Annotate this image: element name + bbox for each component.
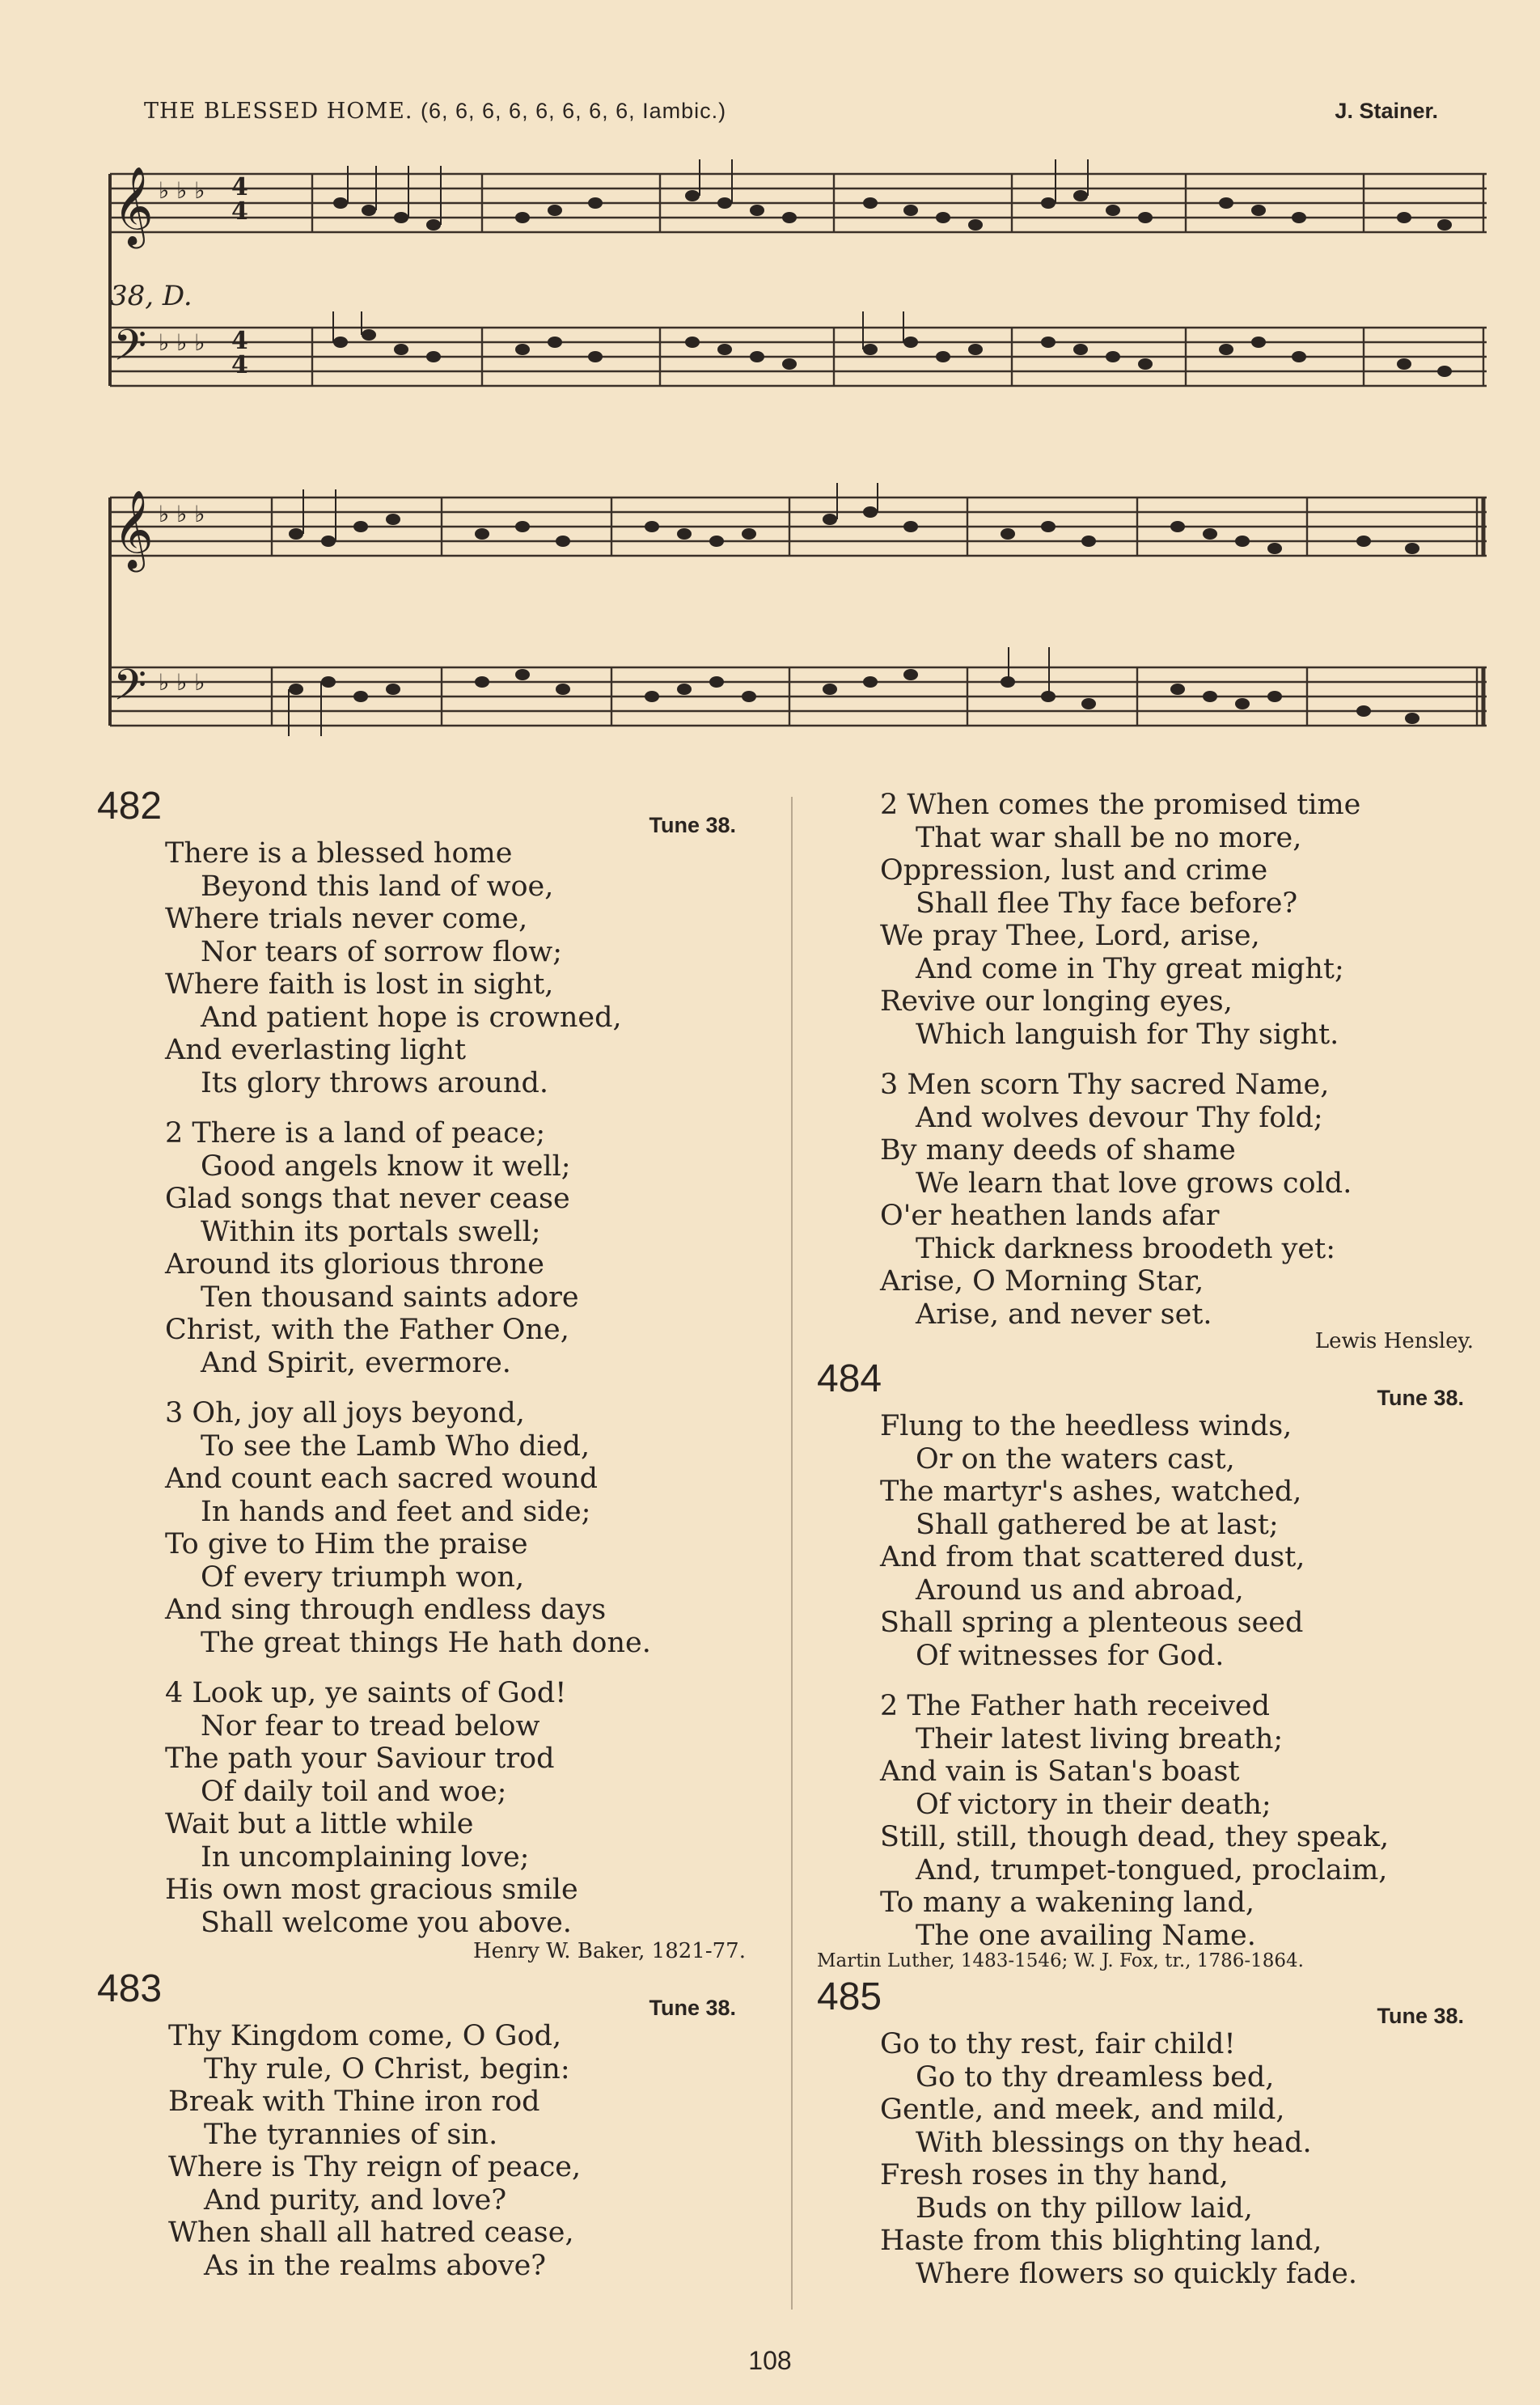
hymn-482 — [97, 785, 760, 1963]
verse-line: Nor tears of sorrow flow; — [201, 935, 562, 968]
verse-line: 2 There is a land of peace; — [165, 1117, 546, 1150]
hymn-number: 482 — [97, 785, 163, 828]
hymn-483 — [97, 1967, 760, 2282]
verse-line: Revive our longing eyes, — [880, 985, 1233, 1018]
right-column — [817, 789, 1488, 2308]
verse-line: Buds on thy pillow laid, — [916, 2191, 1253, 2225]
tune-meter: (6, 6, 6, 6, 6, 6, 6, 6, Iambic.) — [421, 99, 727, 123]
verse-line: 2 When comes the promised time — [880, 789, 1361, 821]
svg-text:𝄢: 𝄢 — [113, 321, 147, 381]
verse-line: As in the realms above? — [204, 2249, 547, 2282]
svg-text:♭ ♭ ♭: ♭ ♭ ♭ — [159, 177, 205, 204]
verse-line: There is a blessed home — [165, 837, 513, 870]
hymn-number: 485 — [817, 1975, 882, 2018]
verse-line: To many a wakening land, — [880, 1886, 1254, 1919]
verse-line: To give to Him the praise — [165, 1528, 528, 1560]
verse-line: Of witnesses for God. — [916, 1639, 1225, 1672]
stanza — [97, 837, 760, 1099]
verse-line: Flung to the heedless winds, — [880, 1410, 1292, 1442]
stanza — [817, 1069, 1488, 1331]
svg-text:𝄞: 𝄞 — [113, 489, 154, 569]
verse-line: Where faith is lost in sight, — [165, 968, 554, 1001]
verse-line: Around its glorious throne — [165, 1248, 544, 1281]
verse-line: Which languish for Thy sight. — [916, 1018, 1339, 1051]
svg-text:𝄢: 𝄢 — [113, 661, 147, 721]
verse-line: Thy rule, O Christ, begin: — [204, 2052, 570, 2085]
verse-line: O'er heathen lands afar — [880, 1200, 1220, 1232]
svg-text:𝄞: 𝄞 — [113, 166, 154, 245]
verse-line: Wait but a little while — [165, 1808, 474, 1840]
hymn-number: 483 — [97, 1967, 163, 2010]
svg-text:♭ ♭ ♭: ♭ ♭ ♭ — [159, 501, 205, 527]
hymn-heading — [97, 1967, 760, 2020]
verse-line: Beyond this land of woe, — [201, 870, 554, 903]
verse-line: To see the Lamb Who died, — [201, 1429, 590, 1463]
hymn-tune-ref: Tune 38. — [1377, 2004, 1464, 2028]
stanza — [97, 1677, 760, 1939]
verse-line: Where flowers so quickly fade. — [916, 2257, 1357, 2290]
verse-line: Good angels know it well; — [201, 1150, 571, 1183]
verse-line: Go to thy rest, fair child! — [880, 2028, 1236, 2060]
tune-title — [144, 99, 726, 124]
verse-line: Of daily toil and woe; — [201, 1775, 507, 1808]
hymn-tune-ref: Tune 38. — [649, 813, 736, 837]
verse-line: And purity, and love? — [204, 2183, 507, 2217]
verse-line: The path your Saviour trod — [165, 1742, 555, 1775]
score-staves-1 — [102, 150, 1491, 425]
verse-line: And count each sacred wound — [165, 1463, 599, 1495]
hymn-tune-ref: Tune 38. — [649, 1996, 736, 2020]
svg-text:4: 4 — [231, 173, 248, 201]
stanza — [97, 1117, 760, 1379]
verse-line: Or on the waters cast, — [916, 1442, 1235, 1476]
verse-line: Within its portals swell; — [201, 1215, 541, 1248]
verse-line: Thick darkness broodeth yet: — [916, 1232, 1336, 1265]
verse-line: Where is Thy reign of peace, — [168, 2151, 582, 2183]
verse-line: Ten thousand saints adore — [201, 1281, 579, 1314]
verse-line: And come in Thy great might; — [916, 952, 1344, 985]
verse-line: And, trumpet-tongued, proclaim, — [916, 1853, 1388, 1886]
hymn-author: Lewis Hensley. — [1314, 1329, 1474, 1353]
hymn-tune-ref: Tune 38. — [1377, 1386, 1464, 1410]
verse-line: Fresh roses in thy hand, — [880, 2159, 1229, 2191]
svg-text:4: 4 — [231, 327, 248, 355]
verse-line: That war shall be no more, — [916, 821, 1302, 854]
verse-line: When shall all hatred cease, — [168, 2217, 574, 2249]
music-score-system-1 — [102, 150, 1491, 425]
verse-line: We pray Thee, Lord, arise, — [880, 920, 1260, 952]
page-number: 108 — [748, 2346, 792, 2375]
stanza — [97, 1397, 760, 1659]
hymn-heading — [817, 1975, 1488, 2028]
verse-line: 2 The Father hath received — [880, 1690, 1271, 1722]
verse-line: Haste from this blighting land, — [880, 2225, 1322, 2257]
stanza — [817, 1690, 1488, 1952]
verse-line: Still, still, though dead, they speak, — [880, 1821, 1390, 1853]
verse-line: Arise, and never set. — [916, 1298, 1212, 1331]
left-column — [97, 785, 760, 2300]
score-staves-2 — [102, 473, 1491, 764]
verse-line: And from that scattered dust, — [880, 1541, 1305, 1573]
verse-line: Nor fear to tread below — [201, 1709, 540, 1742]
verse-line: Of victory in their death; — [916, 1788, 1271, 1821]
hymn-author: Henry W. Baker, 1821-77. — [472, 1939, 746, 1963]
verse-line: Their latest living breath; — [916, 1722, 1284, 1755]
verse-line: Shall welcome you above. — [201, 1906, 572, 1939]
column-divider — [791, 797, 793, 2310]
verse-line: The martyr's ashes, watched, — [880, 1476, 1302, 1508]
stanza — [817, 789, 1488, 1051]
verse-line: Of every triumph won, — [201, 1560, 525, 1594]
hymn-485 — [817, 1975, 1488, 2290]
verse-line: Gentle, and meek, and mild, — [880, 2094, 1285, 2126]
verse-line: Arise, O Morning Star, — [880, 1265, 1204, 1298]
svg-text:♭ ♭ ♭: ♭ ♭ ♭ — [159, 329, 205, 356]
hymn-484 — [817, 1357, 1488, 1971]
verse-line: Thy Kingdom come, O God, — [168, 2020, 562, 2052]
tune-name: THE BLESSED HOME. — [144, 99, 413, 124]
hymn-heading — [97, 785, 760, 837]
svg-text:4: 4 — [231, 351, 248, 379]
svg-text:♭ ♭ ♭: ♭ ♭ ♭ — [159, 669, 205, 696]
verse-line: And patient hope is crowned, — [201, 1001, 622, 1034]
verse-line: In uncomplaining love; — [201, 1840, 530, 1874]
verse-line: The tyrannies of sin. — [204, 2118, 498, 2151]
verse-line: Christ, with the Father One, — [165, 1314, 569, 1346]
composer-name: J. Stainer. — [1335, 99, 1438, 123]
hymn-483-continued — [817, 789, 1488, 1353]
tune-number-label: 38, D. — [110, 280, 192, 312]
verse-line: The great things He hath done. — [201, 1626, 651, 1659]
hymn-heading — [817, 1357, 1488, 1410]
verse-line: Glad songs that never cease — [165, 1183, 570, 1215]
verse-line: Break with Thine iron rod — [168, 2085, 540, 2118]
verse-line: Oppression, lust and crime — [880, 854, 1268, 887]
verse-line: Where trials never come, — [165, 903, 528, 935]
stanza — [97, 2020, 760, 2282]
verse-line: Shall gathered be at last; — [916, 1508, 1279, 1541]
verse-line: 4 Look up, ye saints of God! — [165, 1677, 567, 1709]
music-score-system-2 — [102, 473, 1491, 764]
verse-line: His own most gracious smile — [165, 1874, 578, 1906]
verse-line: And sing through endless days — [165, 1594, 607, 1626]
verse-line: Its glory throws around. — [201, 1066, 549, 1099]
verse-line: Go to thy dreamless bed, — [916, 2060, 1275, 2094]
verse-line: And wolves devour Thy fold; — [916, 1101, 1323, 1134]
verse-line: Around us and abroad, — [916, 1573, 1244, 1607]
verse-line: 3 Oh, joy all joys beyond, — [165, 1397, 525, 1429]
verse-line: In hands and feet and side; — [201, 1495, 591, 1528]
svg-text:4: 4 — [231, 197, 248, 226]
stanza — [817, 1410, 1488, 1672]
verse-line: With blessings on thy head. — [916, 2126, 1312, 2159]
verse-line: The one availing Name. — [916, 1919, 1256, 1952]
stanza — [817, 2028, 1488, 2290]
hymn-author: Martin Luther, 1483-1546; W. J. Fox, tr., 1786-1864. — [817, 1950, 1304, 1971]
hymn-number: 484 — [817, 1357, 882, 1400]
verse-line: Shall flee Thy face before? — [916, 887, 1298, 920]
verse-line: Shall spring a plenteous seed — [880, 1607, 1304, 1639]
tune-header — [144, 99, 1438, 131]
verse-line: We learn that love grows cold. — [916, 1167, 1352, 1200]
verse-line: By many deeds of shame — [880, 1134, 1236, 1167]
verse-line: And vain is Satan's boast — [880, 1755, 1240, 1788]
verse-line: And everlasting light — [165, 1034, 467, 1066]
verse-line: And Spirit, evermore. — [201, 1346, 511, 1379]
verse-line: 3 Men scorn Thy sacred Name, — [880, 1069, 1330, 1101]
